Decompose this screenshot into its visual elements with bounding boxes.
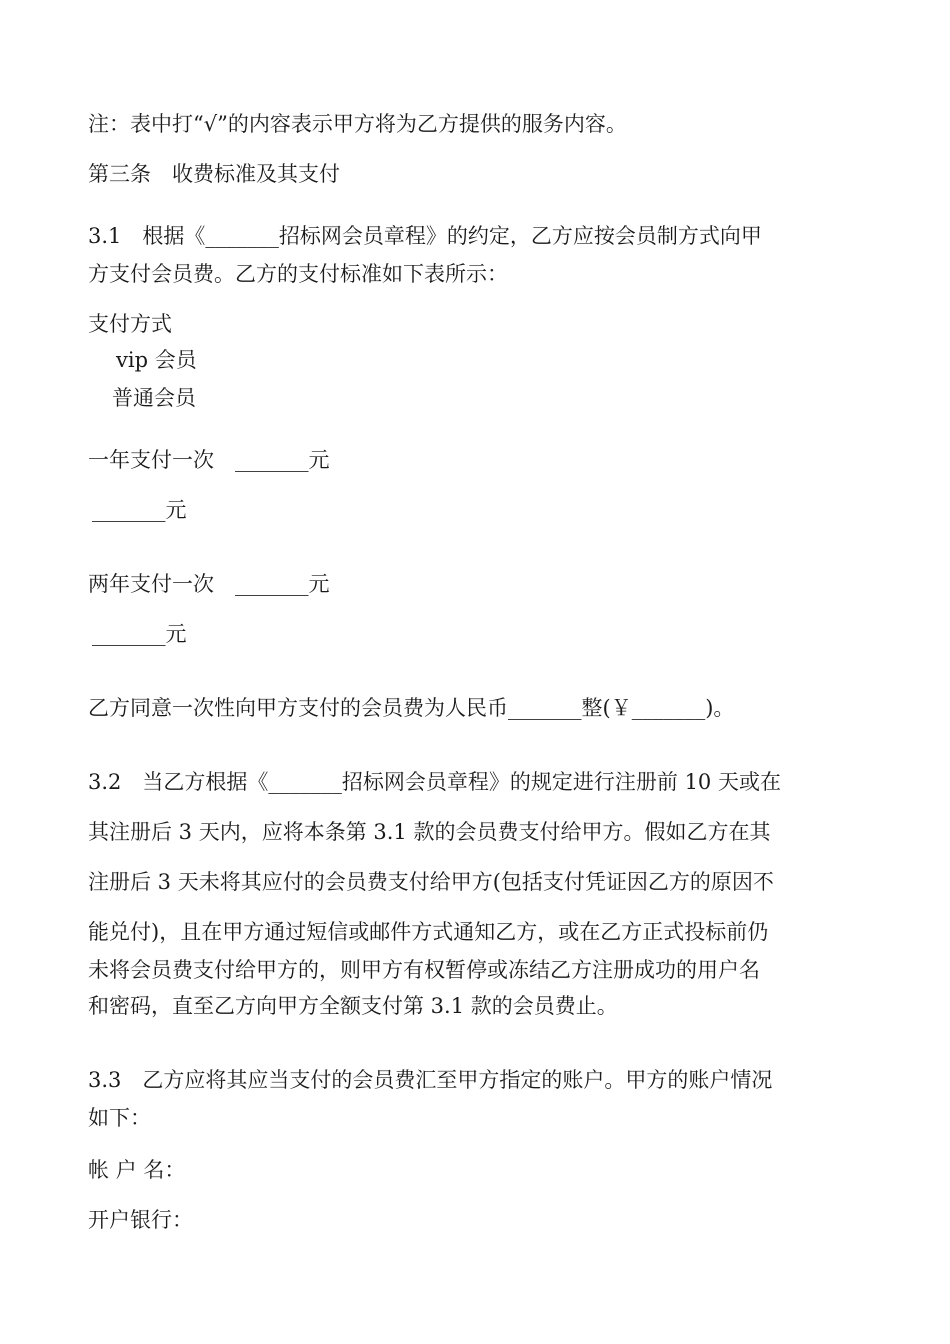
clause-3-2-line-2: 其注册后 3 天内，应将本条第 3.1 款的会员费支付给甲方。假如乙方在其 (88, 820, 771, 844)
clause-3-2-line-5: 未将会员费支付给甲方的，则甲方有权暂停或冻结乙方注册成功的用户名 (88, 958, 760, 982)
fee-two-year: 两年支付一次 _______元 (88, 572, 330, 596)
agreed-fee-text: 乙方同意一次性向甲方支付的会员费为人民币_______整(￥_______)。 (88, 696, 735, 720)
clause-3-2-line-3: 注册后 3 天未将其应付的会员费支付给甲方(包括支付凭证因乙方的原因不 (88, 870, 774, 894)
fee-table-vip-label: vip 会员 (116, 348, 197, 372)
fee-table-header: 支付方式 (88, 312, 172, 336)
fee-one-year: 一年支付一次 _______元 (88, 448, 330, 472)
article-title: 第三条 收费标准及其支付 (88, 162, 340, 186)
fee-one-year-normal: _______元 (92, 498, 187, 522)
note-text: 注：表中打“√”的内容表示甲方将为乙方提供的服务内容。 (88, 112, 627, 136)
clause-3-1-line-1: 3.1 根据《_______招标网会员章程》的约定，乙方应按会员制方式向甲 (88, 224, 762, 248)
fee-two-year-normal: _______元 (92, 622, 187, 646)
bank-label: 开户银行： (88, 1208, 193, 1232)
clause-3-2-line-4: 能兑付)，且在甲方通过短信或邮件方式通知乙方，或在乙方正式投标前仍 (88, 920, 769, 944)
clause-3-3-line-2: 如下： (88, 1106, 151, 1130)
clause-3-3-line-1: 3.3 乙方应将其应当支付的会员费汇至甲方指定的账户。甲方的账户情况 (88, 1068, 773, 1092)
account-name-label: 帐 户 名： (88, 1158, 186, 1182)
clause-3-2-line-1: 3.2 当乙方根据《_______招标网会员章程》的规定进行注册前 10 天或在 (88, 770, 781, 794)
clause-3-2-line-6: 和密码，直至乙方向甲方全额支付第 3.1 款的会员费止。 (88, 994, 618, 1018)
clause-3-1-line-2: 方支付会员费。乙方的支付标准如下表所示： (88, 262, 508, 286)
fee-table-normal-label: 普通会员 (112, 386, 196, 410)
